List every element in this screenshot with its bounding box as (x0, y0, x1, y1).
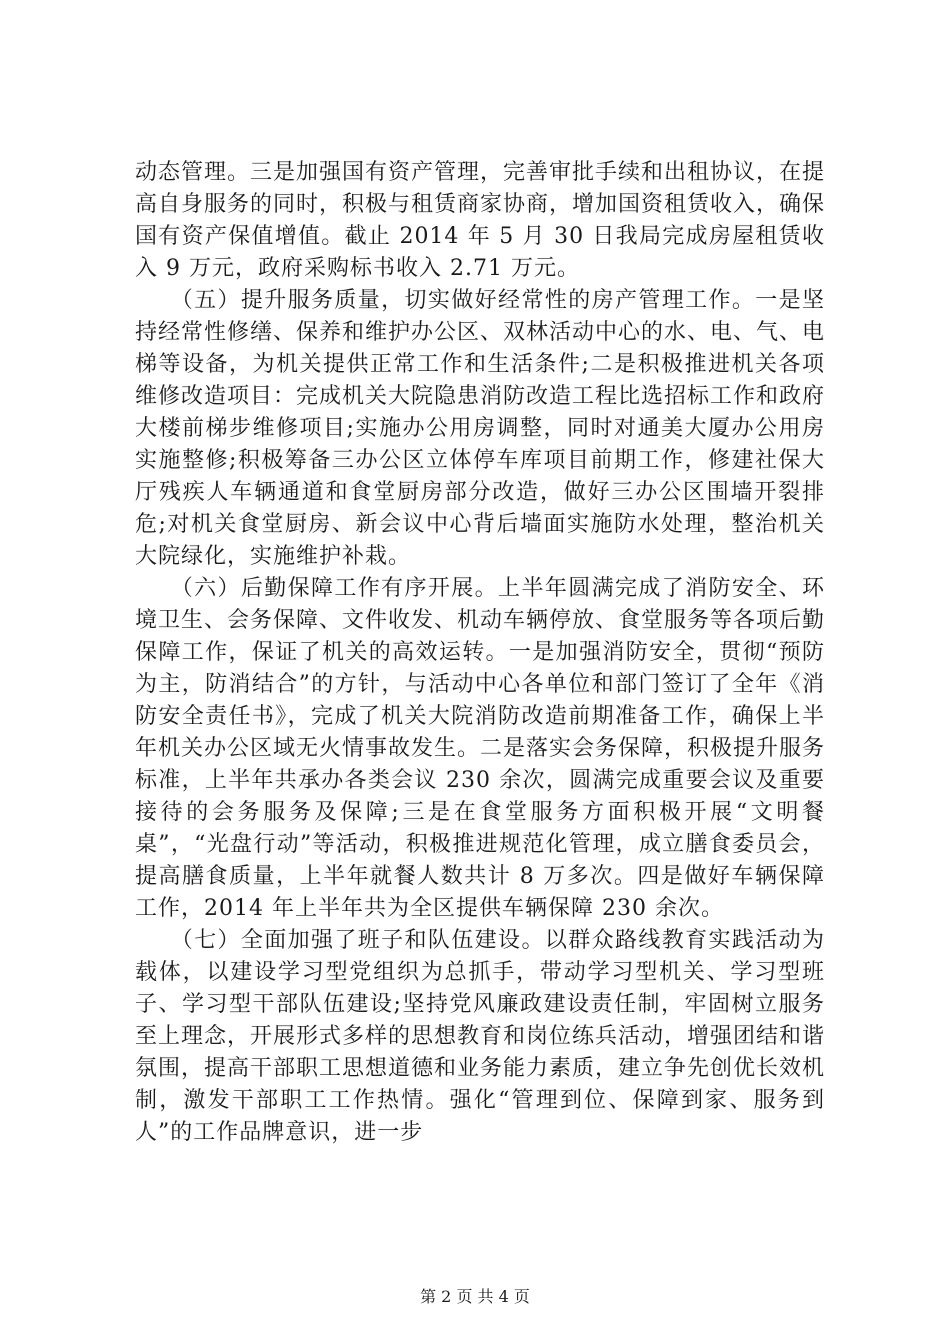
paragraph-section-7: （七）全面加强了班子和队伍建设。以群众路线教育实践活动为载体，以建设学习型党组织为总抓手，带动学习型机关、学习型班子、学习型干部队伍建设;坚持党风廉政建设责任制，牢固树立服务至上理念，开展形式多样的思想教育和岗位练兵活动，增强团结和谐氛围，提高干部职工思想道德和业务能力素质，建立争先创优长效机制，激发干部职工工作热情。强化“管理到位、保障到家、服务到人”的工作品牌意识，进一步 (135, 928, 826, 1145)
paragraph-section-5: （五）提升服务质量，切实做好经常性的房产管理工作。一是坚持经常性修缮、保养和维护办公区、双林活动中心的水、电、气、电梯等设备，为机关提供正常工作和生活条件;二是积极推进机关各项维修改造项目：完成机关大院隐患消防改造工程比选招标工作和政府大楼前梯步维修项目;实施办公用房调整，同时对通美大厦办公用房实施整修;积极筹备三办公区立体停车库项目前期工作，修建社保大厅残疾人车辆通道和食堂厨房部分改造，做好三办公区围墙开裂排危;对机关食堂厨房、新会议中心背后墙面实施防水处理，整治机关大院绿化，实施维护补栽。 (135, 288, 826, 569)
paragraph-asset-management: 动态管理。三是加强国有资产管理，完善审批手续和出租协议，在提高自身服务的同时，积极与租赁商家协商，增加国资租赁收入，确保国有资产保值增值。截止 2014 年 5 月 30 日我局完成房屋租赁收入 9 万元，政府采购标书收入 2.71 万元。 (135, 160, 826, 281)
paragraph-section-6: （六）后勤保障工作有序开展。上半年圆满完成了消防安全、环境卫生、会务保障、文件收发、机动车辆停放、食堂服务等各项后勤保障工作，保证了机关的高效运转。一是加强消防安全，贯彻“预防为主，防消结合”的方针，与活动中心各单位和部门签订了全年《消防安全责任书》，完成了机关大院消防改造前期准备工作，确保上半年机关办公区域无火情事故发生。二是落实会务保障，积极提升服务标准，上半年共承办各类会议 230 余次，圆满完成重要会议及重要接待的会务服务及保障;三是在食堂服务方面积极开展“文明餐桌”，“光盘行动”等活动，积极推进规范化管理，成立膳食委员会，提高膳食质量，上半年就餐人数共计 8 万多次。四是做好车辆保障工作，2014 年上半年共为全区提供车辆保障 230 余次。 (135, 576, 826, 921)
page-number-footer: 第 2 页 共 4 页 (420, 1287, 530, 1306)
body-text (135, 157, 825, 1149)
